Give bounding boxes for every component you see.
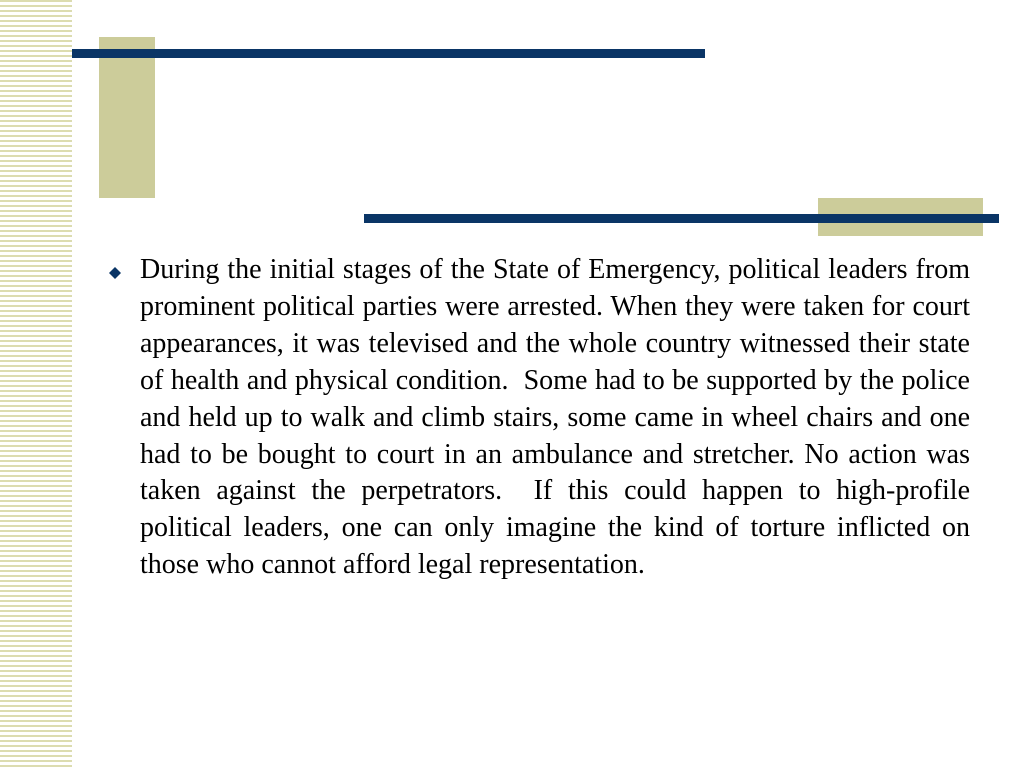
bullet-text: During the initial stages of the State of Emergency, political leaders from prominent political parties were arrested. When they were taken for court appearances, it was televised and the whole country witnessed their state of health and physical condition. Some had to be supported by the police and held up to walk and climb stairs, some came in wheel chairs and one had to be bought to court in an ambulance and stretcher. No action was taken against the perpetrators. If this could happen to high-profile political leaders, one can only imagine the kind of torture inflicted on those who cannot afford legal representation.	[140, 254, 977, 581]
top-left-khaki-block	[99, 37, 155, 198]
left-stripe-pattern	[0, 0, 72, 768]
diamond-bullet-icon	[108, 266, 122, 280]
middle-navy-rule	[364, 214, 999, 223]
top-navy-rule	[72, 49, 705, 58]
